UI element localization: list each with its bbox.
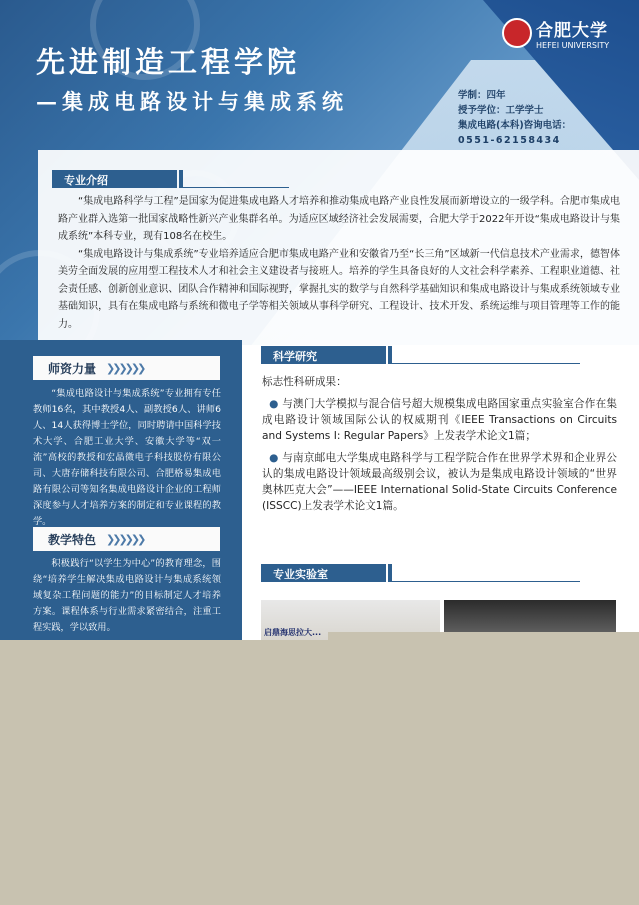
faculty-text: “集成电路设计与集成系统”专业拥有专任教师16名，其中教授4人、副教授6人、讲师6人、14人获得博士学位，同时聘请中国科学技术大学、合肥工业大学、安徽大学等“双一流”高校的教授和宏晶微电子科技股份有限公司、大唐存储科技有限公司、合肥格易集成电路有限公司等知名集成电路设计企业的工程师深度参与人才培养方案的制定和专业课程的教学。 [33,388,221,527]
research-section: 标志性科研成果： ● 与澳门大学模拟与混合信号超大规模集成电路国家重点实验室合作在集成电路设计领域国际公认的权威期刊《IEEE Transactions on Circuits and Systems I: Regular Papers》上发表学术论文1篇； ● 与南京邮电大学集成电路科学与工程学院合作在世界学术界和企业界公认的集成电路设计领域最高级别会议，被认为是集成电路设计领域的“世界奥林匹克大会”——IEEE International Solid-State Circuits Conference (ISSCC)上发表学术论文1篇。 [262,376,618,512]
bullet-icon: ● [269,452,279,464]
seal-icon [502,18,532,48]
left-panel [0,340,242,640]
lab-heading: 专业实验室 [261,564,580,582]
research-item: ● 与南京邮电大学集成电路科学与工程学院合作在世界学术界和企业界公认的集成电路设计领域最高级别会议，被认为是集成电路设计领域的“世界奥林匹克大会”——IEEE International Solid-State Circuits Conference (ISSCC)上发表学术论文1篇。 [262,452,618,512]
research-item: ● 与澳门大学模拟与混合信号超大规模集成电路国家重点实验室合作在集成电路设计领域国际公认的权威期刊《IEEE Transactions on Circuits and Systems I: Regular Papers》上发表学术论文1篇； [262,398,618,442]
university-logo: 合肥大学 HEFEI UNIVERSITY [502,16,609,50]
chevrons-icon: ❯❯❯❯❯❯ [106,532,144,546]
intro-paragraph: “集成电路设计与集成系统”专业培养适应合肥市集成电路产业和安徽省乃至“长三角”区域新一代信息技术产业需求，德智体美劳全面发展的应用型工程技术人才和社会主义建设者与接班人。培养的学生具备良好的人文社会科学素养、工程职业道德、社会责任感、创新创业意识、团队合作精神和国际视野，掌握扎实的数学与自然科学基础知识和集成电路设计与集成系统领域专业基础知识，具有在集成电路与系统和微电子学等相关领域从事科学研究、工程设计、技术开发、系统运维与项目管理等工作的能力。 [58,248,620,330]
blank-area [0,640,639,905]
faculty-heading: 师资力量 ❯❯❯❯❯❯ [33,356,220,380]
major-subtitle: —集成电路设计与集成系统 [36,89,348,114]
research-heading: 科学研究 [261,346,580,364]
teaching-heading: 教学特色 ❯❯❯❯❯❯ [33,527,220,551]
intro-paragraph: “集成电路科学与工程”是国家为促进集成电路人才培养和推动集成电路产业良性发展而新增设立的一级学科。合肥市集成电路产业群入选第一批国家战略性新兴产业集群名单。为适应区域经济社会发展需要，合肥大学于2022年开设“集成电路设计与集成系统”本科专业，现有108名在校生。 [58,196,620,242]
chevrons-icon: ❯❯❯❯❯❯ [106,361,144,375]
intro-heading: 专业介绍 [52,170,289,188]
college-title: 先进制造工程学院 [36,45,301,79]
teaching-text: 积极践行“以学生为中心”的教育理念，围绕“培养学生解决集成电路设计与集成系统领域复杂工程问题的能力”的目标制定人才培养方案。课程体系与行业需求紧密结合，注重工程实践，学以致用。 [33,558,221,633]
lab-photo: 启鼎海思拉大... [261,600,440,640]
program-info: 学制：四年 授予学位：工学学士 集成电路(本科)咨询电话： 0551-62158434 [458,90,572,146]
bullet-icon: ● [269,398,279,410]
intro-section [38,150,639,345]
phone: 0551-62158434 [458,135,561,146]
